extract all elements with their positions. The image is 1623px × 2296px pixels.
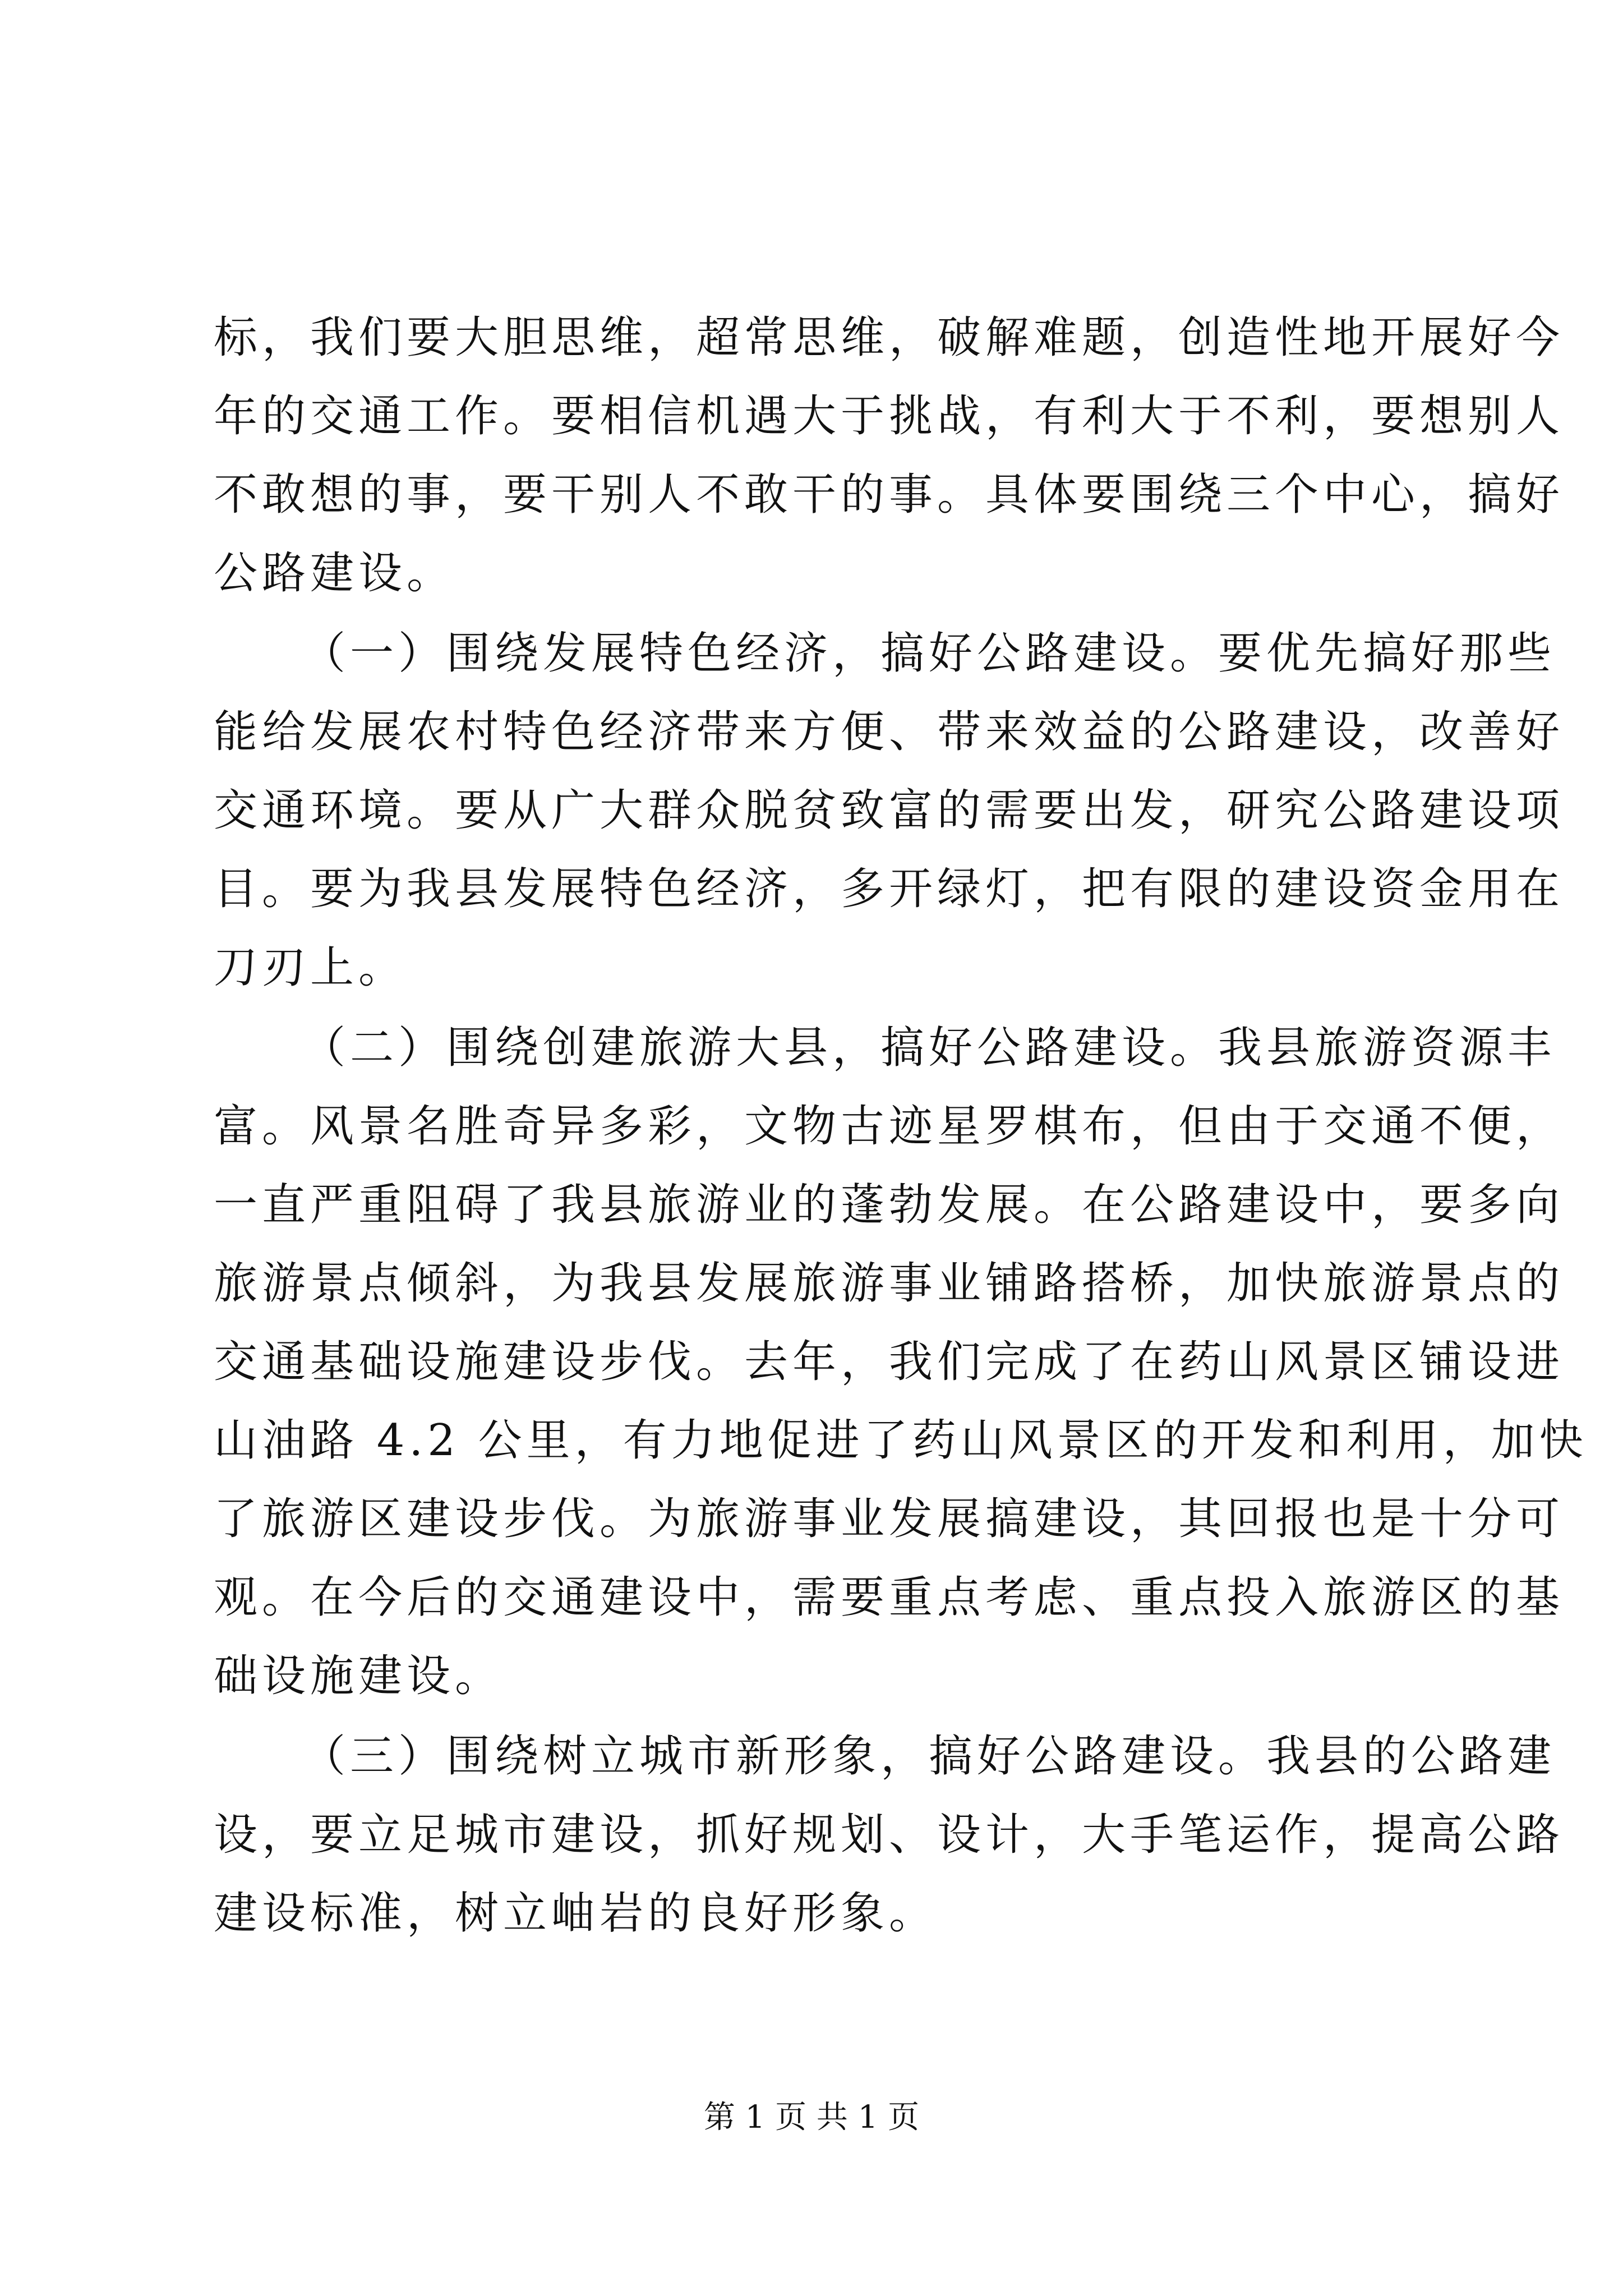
- body-text-line: 能给发展农村特色经济带来方便、带来效益的公路建设，改善好: [214, 707, 1565, 757]
- body-text-line: 旅游景点倾斜，为我县发展旅游事业铺路搭桥，加快旅游景点的: [214, 1258, 1565, 1309]
- body-text-line: 富。风景名胜奇异多彩，文物古迹星罗棋布，但由于交通不便，: [214, 1101, 1565, 1152]
- body-text-line: 建设标准，树立岫岩的良好形象。: [214, 1888, 938, 1939]
- body-text-line: 刀刃上。: [214, 942, 407, 993]
- body-text-line: 目。要为我县发展特色经济，多开绿灯，把有限的建设资金用在: [214, 864, 1565, 914]
- page-footer: 第 1 页 共 1 页: [703, 2099, 920, 2136]
- body-text-line: 设，要立足城市建设，抓好规划、设计，大手笔运作，提高公路: [214, 1810, 1565, 1860]
- paragraph-heading-line: （三）围绕树立城市新形象，搞好公路建设。我县的公路建: [302, 1731, 1556, 1782]
- body-text-line: 年的交通工作。要相信机遇大于挑战，有利大于不利，要想别人: [214, 391, 1565, 441]
- body-text-line: 础设施建设。: [214, 1651, 504, 1701]
- paragraph-heading-line: （一）围绕发展特色经济，搞好公路建设。要优先搞好那些: [302, 628, 1556, 679]
- body-text-line: 不敢想的事，要干别人不敢干的事。具体要围绕三个中心，搞好: [214, 470, 1565, 520]
- paragraph-heading-line: （二）围绕创建旅游大县，搞好公路建设。我县旅游资源丰: [302, 1023, 1556, 1073]
- body-text-line: 交通环境。要从广大群众脱贫致富的需要出发，研究公路建设项: [214, 785, 1565, 836]
- body-text-line: 一直严重阻碍了我县旅游业的蓬勃发展。在公路建设中，要多向: [214, 1180, 1565, 1230]
- body-text-line: 公路建设。: [214, 548, 455, 599]
- body-text-line: 山油路 4.2 公里，有力地促进了药山风景区的开发和利用，加快: [214, 1415, 1588, 1466]
- body-text-line: 交通基础设施建设步伐。去年，我们完成了在药山风景区铺设进: [214, 1337, 1565, 1387]
- body-text-line: 了旅游区建设步伐。为旅游事业发展搞建设，其回报也是十分可: [214, 1494, 1565, 1544]
- body-text-line: 标，我们要大胆思维，超常思维，破解难题，创造性地开展好今: [214, 312, 1565, 363]
- body-text-line: 观。在今后的交通建设中，需要重点考虑、重点投入旅游区的基: [214, 1572, 1565, 1623]
